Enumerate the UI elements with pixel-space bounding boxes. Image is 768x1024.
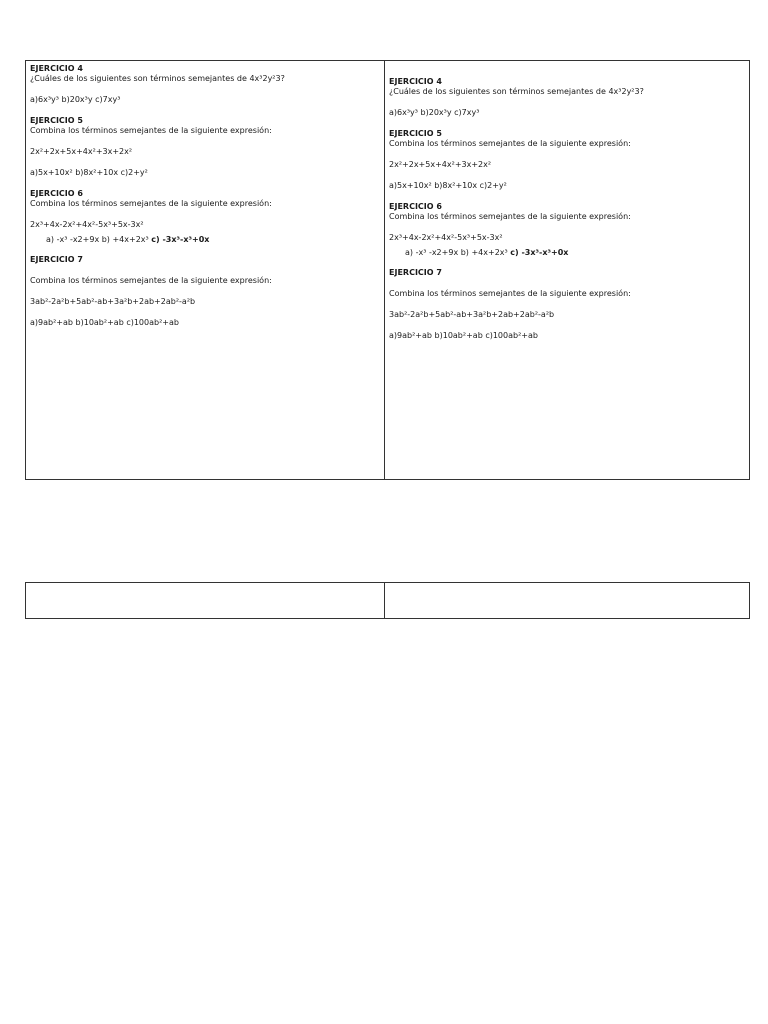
exercise-4-title: EJERCICIO 4 [30, 64, 83, 73]
exercise-7-options: a)9ab²+ab b)10ab²+ab c)100ab²+ab [30, 318, 179, 327]
exercise-5-prompt: Combina los términos semejantes de la siguiente expresión: [30, 126, 272, 135]
exercise-4-question: ¿Cuáles de los siguientes son términos semejantes de 4x³2y²3? [389, 87, 644, 96]
empty-cell-right [385, 583, 749, 618]
exercise-7-expression: 3ab²-2a²b+5ab²-ab+3a²b+2ab+2ab²-a²b [389, 310, 555, 319]
exercise-card-right [385, 61, 749, 479]
exercise-5-prompt: Combina los términos semejantes de la siguiente expresión: [389, 139, 631, 148]
exercise-5-title: EJERCICIO 5 [30, 116, 83, 125]
exercise-6-prompt: Combina los términos semejantes de la siguiente expresión: [30, 199, 272, 208]
exercise-6-expression: 2x³+4x-2x²+4x²-5x³+5x-3x² [389, 233, 503, 242]
empty-table [25, 582, 750, 619]
exercise-6-option-c: c) -3x³-x³+0x [151, 235, 210, 244]
exercise-6-option-c: c) -3x³-x³+0x [510, 248, 569, 257]
exercise-7-prompt: Combina los términos semejantes de la siguiente expresión: [30, 276, 272, 285]
exercise-7-prompt: Combina los términos semejantes de la siguiente expresión: [389, 289, 631, 298]
exercise-4-options: a)6x³y³ b)20x³y c)7xy³ [389, 108, 480, 117]
exercise-6-prompt: Combina los términos semejantes de la siguiente expresión: [389, 212, 631, 221]
exercise-4-title: EJERCICIO 4 [389, 77, 442, 86]
exercise-7-options: a)9ab²+ab b)10ab²+ab c)100ab²+ab [389, 331, 538, 340]
exercise-content-right [389, 77, 745, 341]
exercise-table [25, 60, 750, 480]
exercise-7-title: EJERCICIO 7 [389, 268, 442, 277]
exercise-6-options-ab: a) -x³ -x2+9x b) +4x+2x³ [405, 248, 508, 257]
exercise-5-expression: 2x²+2x+5x+4x²+3x+2x² [30, 147, 133, 156]
exercise-6-expression: 2x³+4x-2x²+4x²-5x³+5x-3x² [30, 220, 144, 229]
exercise-6-options-ab: a) -x³ -x2+9x b) +4x+2x³ [46, 235, 149, 244]
exercise-card-left [26, 61, 385, 479]
exercise-content-left [30, 64, 380, 328]
empty-cell-left [26, 583, 385, 618]
exercise-5-expression: 2x²+2x+5x+4x²+3x+2x² [389, 160, 492, 169]
exercise-5-options: a)5x+10x² b)8x²+10x c)2+y² [30, 168, 148, 177]
exercise-6-options [389, 248, 745, 258]
exercise-6-options [30, 235, 380, 245]
exercise-6-title: EJERCICIO 6 [30, 189, 83, 198]
exercise-7-expression: 3ab²-2a²b+5ab²-ab+3a²b+2ab+2ab²-a²b [30, 297, 196, 306]
exercise-7-title: EJERCICIO 7 [30, 255, 83, 264]
exercise-4-question: ¿Cuáles de los siguientes son términos semejantes de 4x³2y²3? [30, 74, 285, 83]
exercise-5-title: EJERCICIO 5 [389, 129, 442, 138]
exercise-6-title: EJERCICIO 6 [389, 202, 442, 211]
exercise-4-options: a)6x³y³ b)20x³y c)7xy³ [30, 95, 121, 104]
exercise-5-options: a)5x+10x² b)8x²+10x c)2+y² [389, 181, 507, 190]
